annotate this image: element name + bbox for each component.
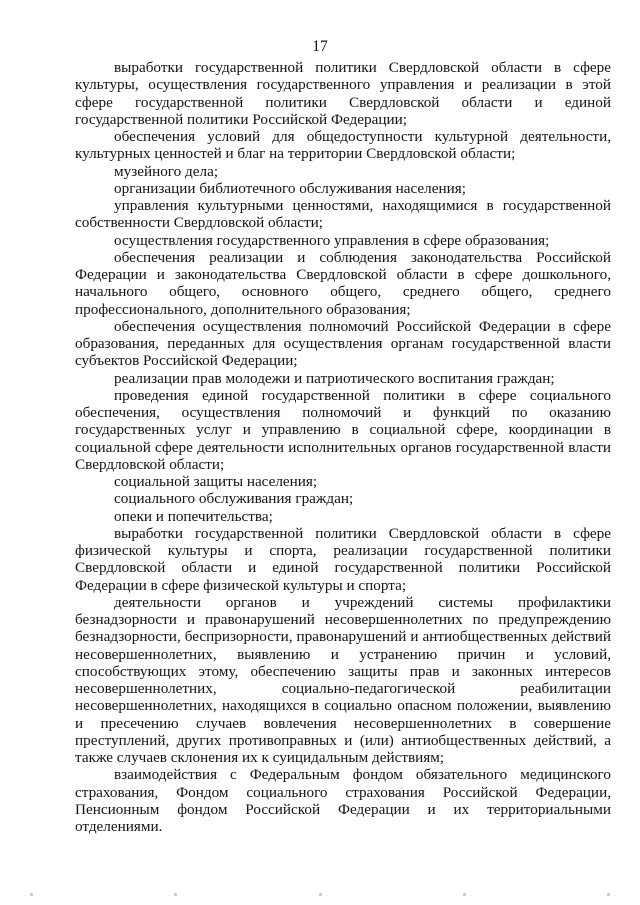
scan-mark (174, 893, 177, 896)
paragraph: музейного дела; (114, 162, 219, 180)
paragraph: выработки государственной политики Свердловской области в сфере физической культуры и спорта, реализации государственной политики Свердловской области и единой государственной политики Российской Федерации в сфере физической культуры и спорта; (75, 524, 611, 594)
scan-mark (607, 893, 610, 896)
scan-mark (463, 893, 466, 896)
paragraph: организации библиотечного обслуживания населения; (114, 179, 466, 197)
paragraph: опеки и попечительства; (114, 507, 273, 525)
paragraph: деятельности органов и учреждений системы профилактики безнадзорности и правонарушений несовершеннолетних по предупреждению безнадзорности, беспризорности, правонарушений и антиобщественных действий несовершеннолетних, выявлению и устранению причин и условий, способствующих этому, обеспечению защиты прав и законных интересов несовершеннолетних, социально-педагогической реабилитации несовершеннолетних, находящихся в социально опасном положении, выявлению и пресечению случаев вовлечения несовершеннолетних в совершение преступлений, других противоправных и (или) антиобщественных действий, а также случаев склонения их к суицидальным действиям; (75, 593, 611, 766)
paragraph: реализации прав молодежи и патриотического воспитания граждан; (114, 369, 555, 387)
paragraph: управления культурными ценностями, находящимися в государственной собственности Свердловской области; (75, 197, 611, 232)
scan-mark (319, 893, 322, 896)
paragraph: социальной защиты населения; (114, 473, 318, 490)
scan-mark (30, 893, 33, 896)
paragraph: обеспечения условий для общедоступности культурной деятельности, культурных ценностей и благ на территории Свердловской области; (75, 128, 611, 163)
paragraph: взаимодействия с Федеральным фондом обязательного медицинского страхования, Фондом социального страхования Российской Федерации, Пенсионным фондом Российской Федерации и их территориальными отделениями. (75, 766, 611, 835)
page-number: 17 (312, 38, 328, 55)
scan-edge-marks (30, 893, 610, 899)
paragraph: проведения единой государственной политики в сфере социального обеспечения, осуществления полномочий и функций по оказанию государственных услуг и управлению в социальной сфере, координации в социальной сфере деятельности исполнительных органов государственной власти Свердловской области; (75, 386, 611, 473)
paragraph: выработки государственной политики Свердловской области в сфере культуры, осуществления государственного управления и реализации в этой сфере государственной политики Свердловской области и единой государственной политики Российской Федерации; (75, 59, 611, 128)
paragraph: обеспечения осуществления полномочий Российской Федерации в сфере образования, переданных для осуществления органам государственной власти субъектов Российской Федерации; (75, 317, 611, 370)
paragraph: обеспечения реализации и соблюдения законодательства Российской Федерации и законодательства Свердловской области в сфере дошкольного, начального общего, основного общего, среднего общего, среднего профессионального, дополнительного образования; (75, 248, 611, 318)
document-body (75, 59, 611, 835)
paragraph: социального обслуживания граждан; (114, 490, 354, 508)
paragraph: осуществления государственного управления в сфере образования; (114, 231, 550, 249)
